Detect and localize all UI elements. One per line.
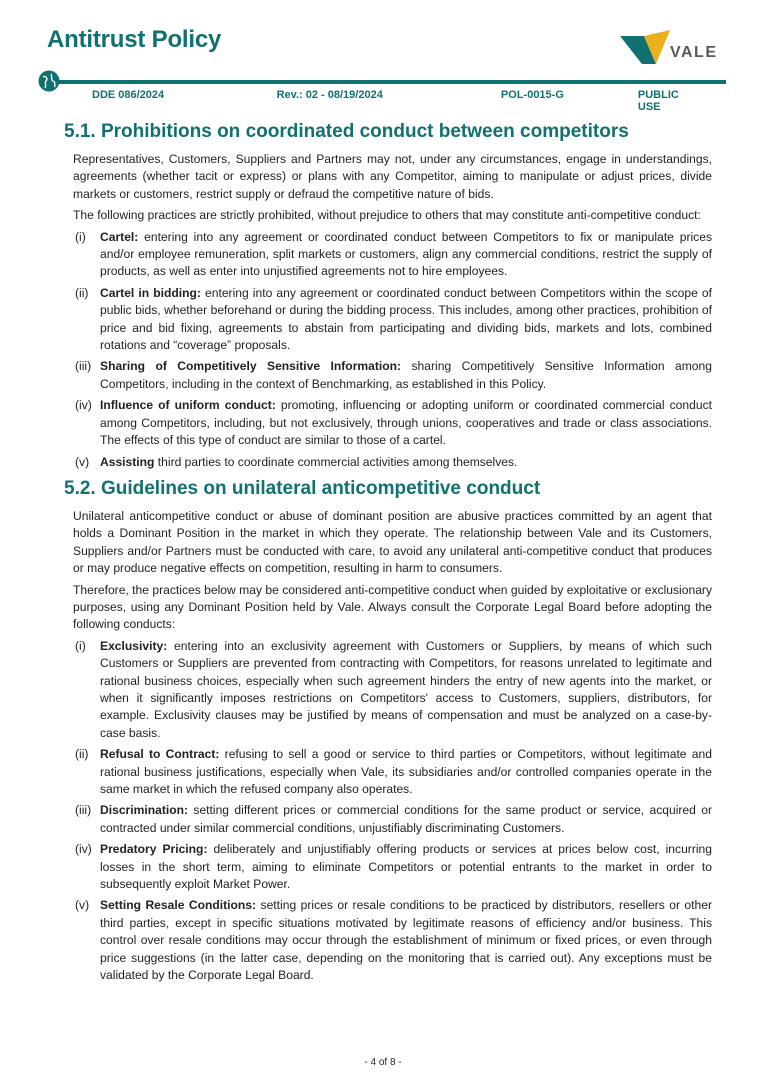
list-item — [73, 638, 712, 742]
list-text: setting different prices or commercial conditions for the same product or service, acquired or contracted under similar commercial conditions, unjustifiably discriminating Customers. — [100, 803, 712, 835]
list-number: (iii) — [75, 803, 92, 818]
list-text: entering into any agreement or coordinated conduct between Competitors within the scope of public bids, whether beforehand or during the bidding process. This includes, among other practices, prohibition of price and bid fixing, agreements to abstain from participating and dividing bids, markets and lots, combined rotations and “coverage” proposals. — [100, 285, 712, 353]
list-term: Setting Resale Conditions: — [100, 898, 257, 913]
list-term: Influence of uniform conduct: — [100, 398, 276, 413]
list-term: Cartel: — [100, 229, 139, 244]
list-term: Cartel in bidding: — [100, 285, 201, 300]
paragraph: The following practices are strictly prohibited, without prejudice to others that may constitute anti-competitive conduct: — [73, 208, 701, 223]
list-term: Predatory Pricing: — [100, 842, 208, 857]
list-number: (v) — [75, 454, 90, 469]
list-item — [73, 841, 712, 893]
document-body — [64, 120, 712, 988]
list-number: (iv) — [75, 398, 92, 413]
list-number: (ii) — [75, 285, 89, 300]
list-text: entering into an exclusivity agreement with Customers or Suppliers, by means of which such Customers or Suppliers are prevented from contracting with Competitors, for reasons unrelated to legitimate and rational business choices, especially when such agreement hinders the entry of new agents into the market, or when it significantly imposes restrictions on Competitors' access to Customers, suppliers, distributors, for example. Exclusivity clauses may be justified by means of compensation and must be analyzed on a case-by-case basis. — [100, 638, 712, 740]
globe-icon — [38, 70, 60, 92]
document-title: Antitrust Policy — [47, 26, 222, 53]
list-item — [73, 897, 712, 984]
list-term: Sharing of Competitively Sensitive Information: — [100, 359, 402, 374]
list-text: refusing to sell a good or service to third parties or Competitors, without legitimate and rational business justifications, especially when Vale, its subsidiaries and/or controlled companies operate in the same market in which the refused company also operates. — [100, 747, 712, 796]
list-term: Exclusivity: — [100, 638, 168, 653]
list-term: Assisting — [100, 454, 155, 469]
section-heading-5-2: 5.2. Guidelines on unilateral anticompetitive conduct — [64, 477, 541, 499]
list-number: (i) — [75, 638, 86, 653]
list-term: Refusal to Contract: — [100, 747, 220, 762]
list-text: third parties to coordinate commercial activities among themselves. — [154, 454, 518, 469]
list-number: (i) — [75, 229, 86, 244]
page-number: - 4 of 8 - — [364, 1057, 402, 1068]
list-term: Discrimination: — [100, 803, 189, 818]
section-heading-5-1: 5.1. Prohibitions on coordinated conduct between competitors — [64, 121, 629, 142]
list-text: entering into any agreement or coordinated conduct between Competitors to fix or manipulate prices and/or employee remuneration, split markets or customers, align any commercial conditions, restrict the supply of products, as well as enter into unjustified agreements not to hire employees. — [100, 229, 712, 279]
list-item — [73, 746, 712, 798]
list-text: sharing Competitively Sensitive Information among Competitors, including in the context of Benchmarking, as established in this Policy. — [100, 359, 712, 391]
paragraph: Unilateral anticompetitive conduct or abuse of dominant position are abusive practices committed by an agent that holds a Dominant Position in the market in which they operate. The relationship between Vale and its Customers, Suppliers and/or Partners must be conducted with care, to avoid any unilateral anti-competitive conduct that produces or may produce negative effects on competition, resulting in harm to consumers. — [73, 508, 712, 576]
prohibited-practices-list — [73, 229, 712, 471]
policy-code: POL-0015-G — [500, 89, 564, 101]
list-text: promoting, influencing or adopting uniform or coordinated commercial conduct among Competitors, including, but not exclusively, through unions, cooperatives and trade or class associations. The effects of this type of conduct are similar to those of a cartel. — [100, 398, 712, 448]
paragraph: Representatives, Customers, Suppliers and Partners may not, under any circumstances, engage in understandings, agreements (whether tacit or express) or plans with any Competitor, aiming to manipulate or adjust prices, divide markets or customers, restrict supply or defraud the competitive nature of bids. — [73, 152, 712, 201]
unilateral-conduct-list — [73, 638, 712, 985]
list-item — [73, 454, 712, 471]
list-number: (v) — [75, 898, 90, 913]
list-text: setting prices or resale conditions to be practiced by distributors, resellers or other third parties, except in specific situations motivated by legitimate reasons of efficiency and/or business. This control over resale conditions may occur through the establishment of minimum or fixed prices, or even through price suggestions (in the latter case, depending on the monitoring that is carried out). Any exceptions must be validated by the Corporate Legal Board. — [100, 898, 712, 983]
doc-id: DDE 086/2024 — [92, 89, 165, 101]
list-item — [73, 229, 712, 281]
list-number: (ii) — [75, 747, 89, 762]
paragraph: Therefore, the practices below may be considered anti-competitive conduct when guided by exploitative or exclusionary purposes, using any Dominant Position held by Vale. Always consult the Corporate Legal Board before adopting the following conducts: — [73, 582, 712, 632]
list-number: (iv) — [75, 842, 92, 857]
list-text: deliberately and unjustifiably offering products or services at prices below cost, incurring losses in the short term, aiming to eliminate Competitors or potential entrants to the market in order to subsequently exploit Market Power. — [100, 842, 712, 892]
list-item — [73, 802, 712, 837]
list-item — [73, 285, 712, 355]
document-meta — [92, 89, 704, 113]
list-number: (iii) — [75, 359, 92, 374]
logo-text: VALE — [670, 44, 718, 61]
list-item — [73, 358, 712, 393]
list-item — [73, 397, 712, 449]
classification: PUBLIC USE — [637, 89, 679, 113]
header-rule — [58, 80, 726, 84]
revision: Rev.: 02 - 08/19/2024 — [276, 89, 383, 101]
